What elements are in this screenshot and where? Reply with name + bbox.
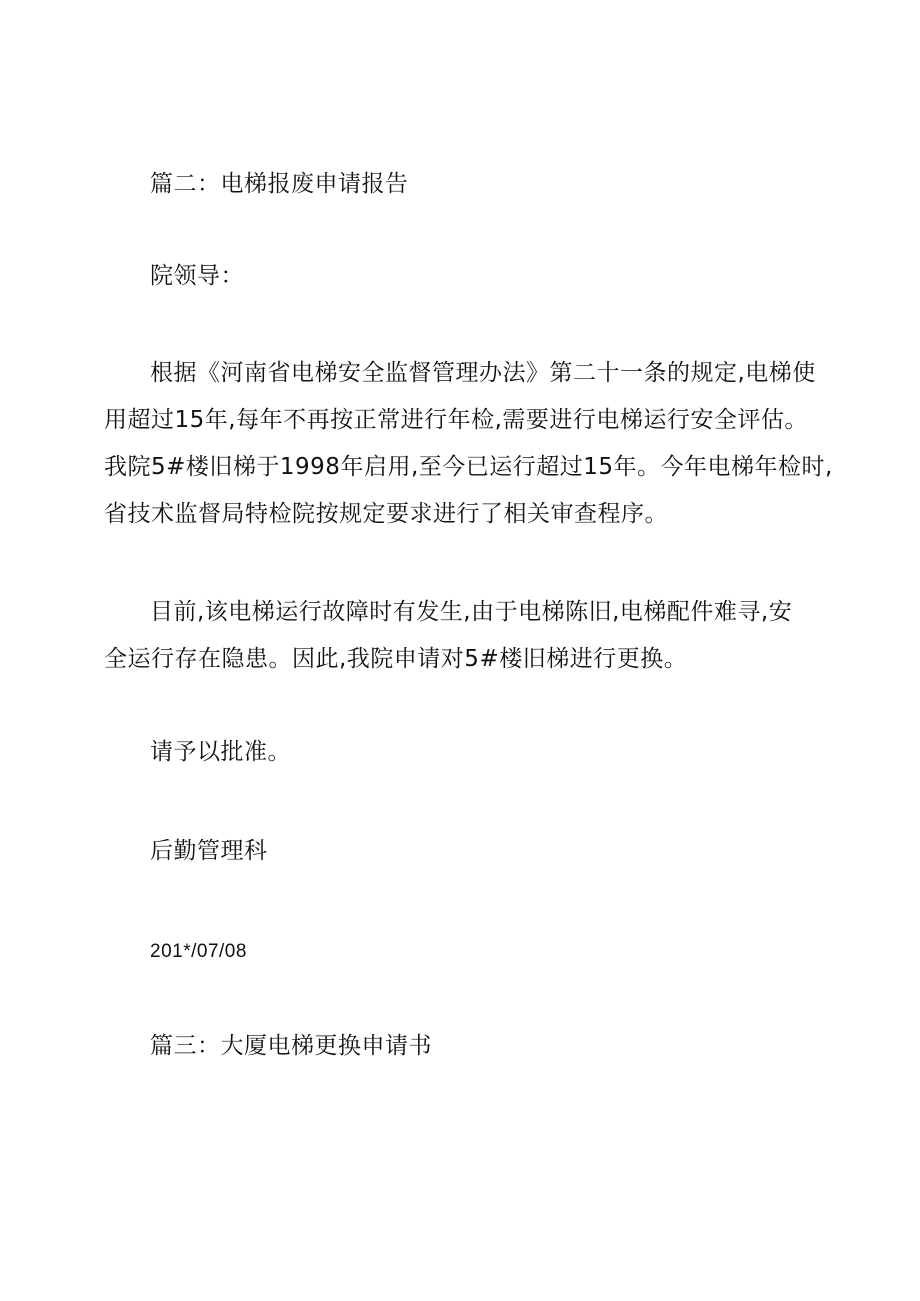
request-line: 请予以批准。 [150, 739, 291, 765]
paragraph-line: 省技术监督局特检院按规定要求进行了相关审查程序。 [104, 501, 668, 527]
paragraph-line: 用超过15年,每年不再按正常进行年检,需要进行电梯运行安全评估。 [104, 407, 808, 433]
paragraph-line: 目前,该电梯运行故障时有发生,由于电梯陈旧,电梯配件难寻,安 [150, 599, 793, 625]
paragraph-line: 全运行存在隐患。因此,我院申请对5#楼旧梯进行更换。 [104, 646, 688, 672]
salutation: 院领导： [150, 263, 244, 289]
paragraph-line: 我院5#楼旧梯于1998年启用,至今已运行超过15年。今年电梯年检时, [104, 454, 833, 480]
paragraph-line: 根据《河南省电梯安全监督管理办法》第二十一条的规定,电梯使 [150, 360, 816, 386]
signature: 后勤管理科 [150, 838, 268, 864]
section-heading-2: 篇二：电梯报废申请报告 [150, 171, 409, 197]
section-heading-3: 篇三：大厦电梯更换申请书 [150, 1033, 432, 1059]
date: 201*/07/08 [150, 941, 247, 962]
